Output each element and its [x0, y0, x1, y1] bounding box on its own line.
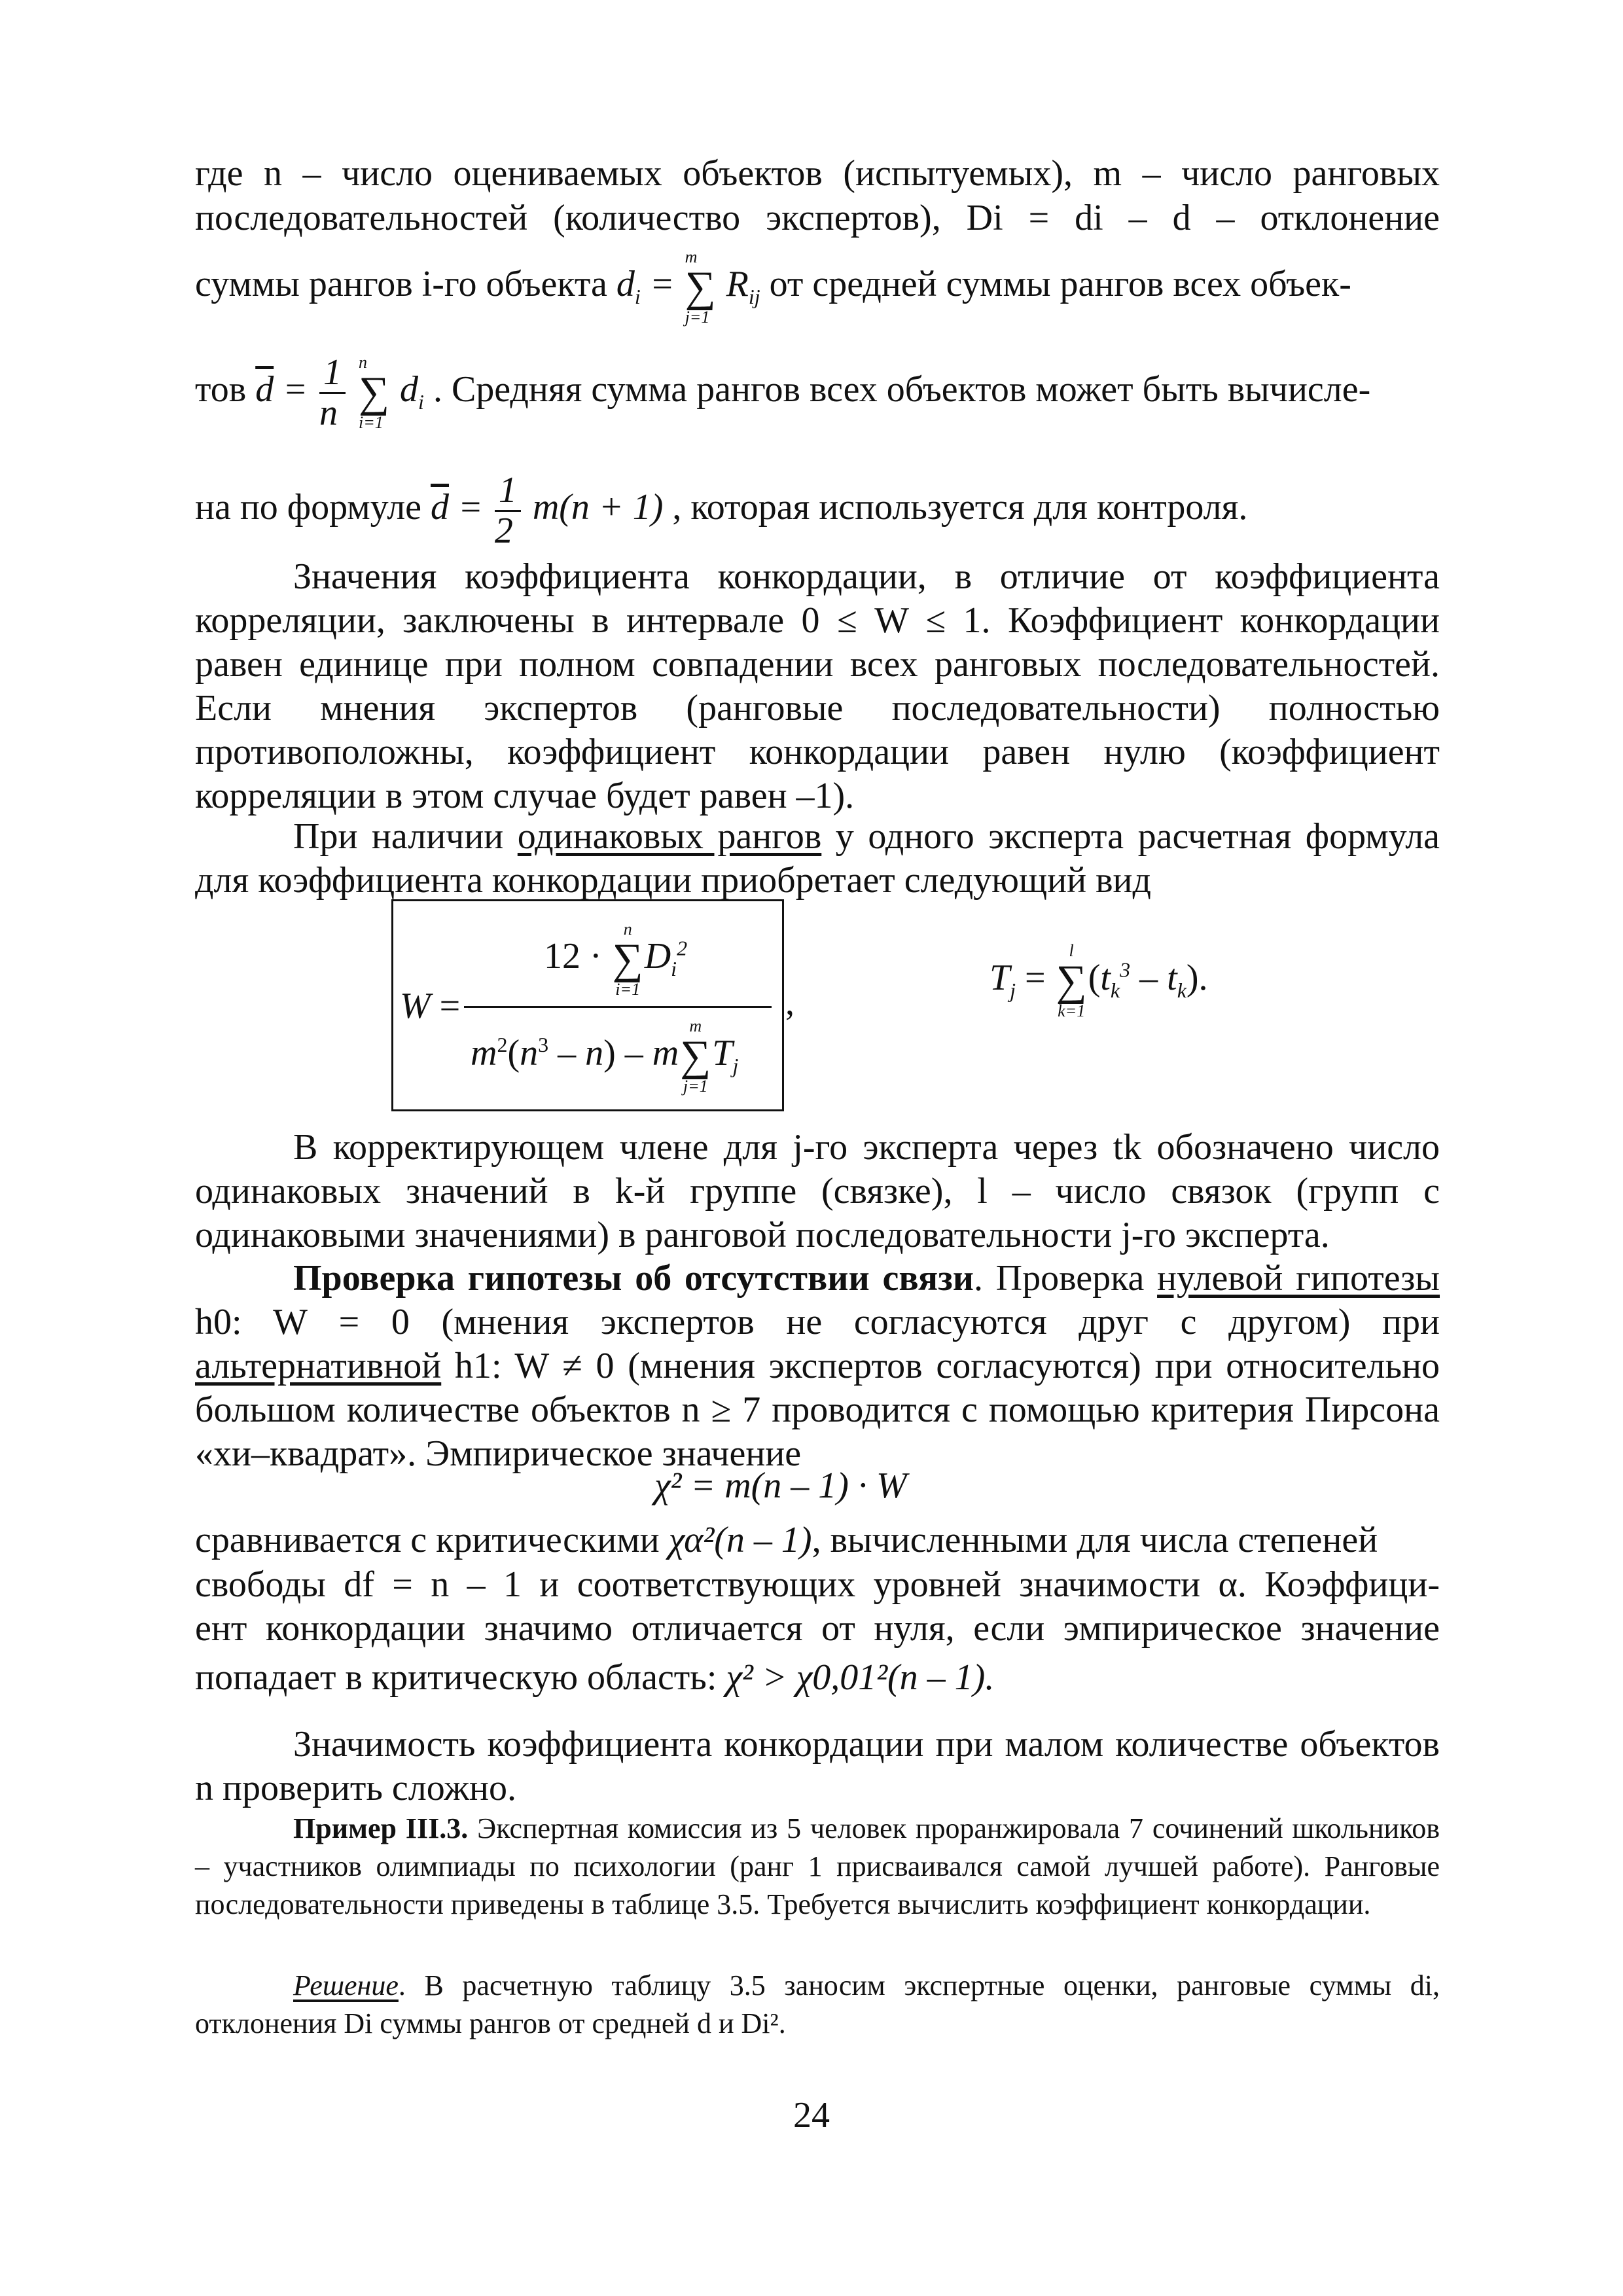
fraction-bar: [464, 1006, 772, 1008]
paragraph-significance: Значимость коэффициента конкордации при малом количестве объектов n проверить сложно.: [195, 1724, 1440, 1808]
tj-formula: $T_j$ = l ∑ k=1 $(t_k^3 - t_k)$.: [990, 941, 1208, 1020]
p6-line3: ент конкордации значимо отличается от нуля, если эмпирическое значение: [195, 1608, 1440, 1649]
p1-line5: на по формуле $\overline{d}$ = $\frac{1}{2}$ m(n + 1) , которая используется для контроля.: [195, 470, 1248, 551]
p6-line1: сравнивается с критическими χα²(n – 1), вычисленными для числа степеней: [195, 1520, 1378, 1560]
p1-line1: где n – число оцениваемых объектов (испытуемых), m – число ранговых: [195, 153, 1440, 194]
di-sum-formula: $d_i$ = m ∑ j=1 $R_{ij}$: [616, 247, 760, 327]
underlined-tied-ranks: одинаковых рангов: [517, 816, 822, 857]
p1-line2: последовательностей (количество экспертов), Di = di – d – отклонение: [195, 198, 1440, 238]
chi-square-formula: χ² = m(n – 1) · W: [654, 1465, 907, 1506]
underlined-alternative: альтернативной: [195, 1346, 442, 1386]
solution-block: Решение. В расчетную таблицу 3.5 заносим экспертные оценки, ранговые суммы di, отклонения Di суммы рангов от средней d и Di².: [195, 1969, 1440, 2039]
d-mean-formula: $\overline{d}$ = $\frac{1}{n}$ n ∑ i=1 $d_i$: [255, 352, 424, 433]
example-block: Пример III.3. Экспертная комиссия из 5 человек проранжировала 7 сочинений школьников – участников олимпиады по психологии (ранг 1 присваивался самой лучшей работе). Ранговые последовательности приведены в таблице 3.5. Требуется вычислить коэффициент конкордации.: [195, 1812, 1440, 1920]
chi-critical-region-formula: χ² > χ0,01²(n – 1).: [726, 1657, 995, 1698]
paragraph-tied-ranks: При наличии одинаковых рангов у одного эксперта расчетная формула для коэффициента конкордации приобретает следующий вид: [195, 816, 1440, 901]
chi-critical-formula: χα²(n – 1): [668, 1520, 812, 1560]
w-formula-box: [391, 899, 784, 1111]
underlined-null-hypothesis: нулевой гипотезы: [1157, 1258, 1440, 1299]
w-lhs: W =: [400, 986, 461, 1026]
page-number: 24: [793, 2095, 830, 2136]
d-control-formula: $\overline{d}$ = $\frac{1}{2}$ m(n + 1): [431, 470, 673, 551]
comma: ,: [785, 982, 794, 1023]
solution-label: Решение: [293, 1969, 399, 2001]
heading-hypothesis: Проверка гипотезы об отсутствии связи: [293, 1258, 974, 1299]
example-label: Пример III.3.: [293, 1812, 469, 1844]
p1-line3: суммы рангов i-го объекта $d_i$ = m ∑ j=1 $R_{ij}$ от средней суммы рангов всех объек-: [195, 247, 1351, 327]
p6-line4: попадает в критическую область: χ² > χ0,01²(n – 1).: [195, 1657, 995, 1698]
p1-line4: тов $\overline{d}$ = $\frac{1}{n}$ n ∑ i=1 $d_i$ . Средняя сумма рангов всех объектов может быть вычисле-: [195, 352, 1371, 433]
paragraph-concordance-range: Значения коэффициента конкордации, в отличие от коэффициента корреляции, заключены в интервале 0 ≤ W ≤ 1. Коэффициент конкордации равен единице при полном совпадении всех ранговых последовательностей. Если мнения экспертов (ранговые последовательности) полностью противоположны, коэффициент конкордации равен нулю (коэффициент корреляции в этом случае будет равен –1).: [195, 556, 1440, 816]
p6-line2: свободы df = n – 1 и соответствующих уровней значимости α. Коэффици-: [195, 1564, 1440, 1605]
paragraph-hypothesis-test: Проверка гипотезы об отсутствии связи. Проверка нулевой гипотезы h0: W = 0 (мнения экспертов не согласуются друг с другом) при альтернативной h1: W ≠ 0 (мнения экспертов согласуются) при относительно большом количестве объектов n ≥ 7 проводится с помощью критерия Пирсона «хи–квадрат». Эмпирическое значение: [195, 1258, 1440, 1474]
paragraph-correction-term: В корректирующем члене для j-го эксперта через tk обозначено число одинаковых значений в k-й группе (связке), l – число связок (групп с одинаковыми значениями) в ранговой последовательности j-го эксперта.: [195, 1127, 1440, 1255]
w-denominator: $m^2(n^3 - n)$ – m m ∑ j=1 $T_j$: [471, 1016, 739, 1096]
w-numerator: 12 · n ∑ i=1 $D_i^2$: [544, 920, 688, 999]
